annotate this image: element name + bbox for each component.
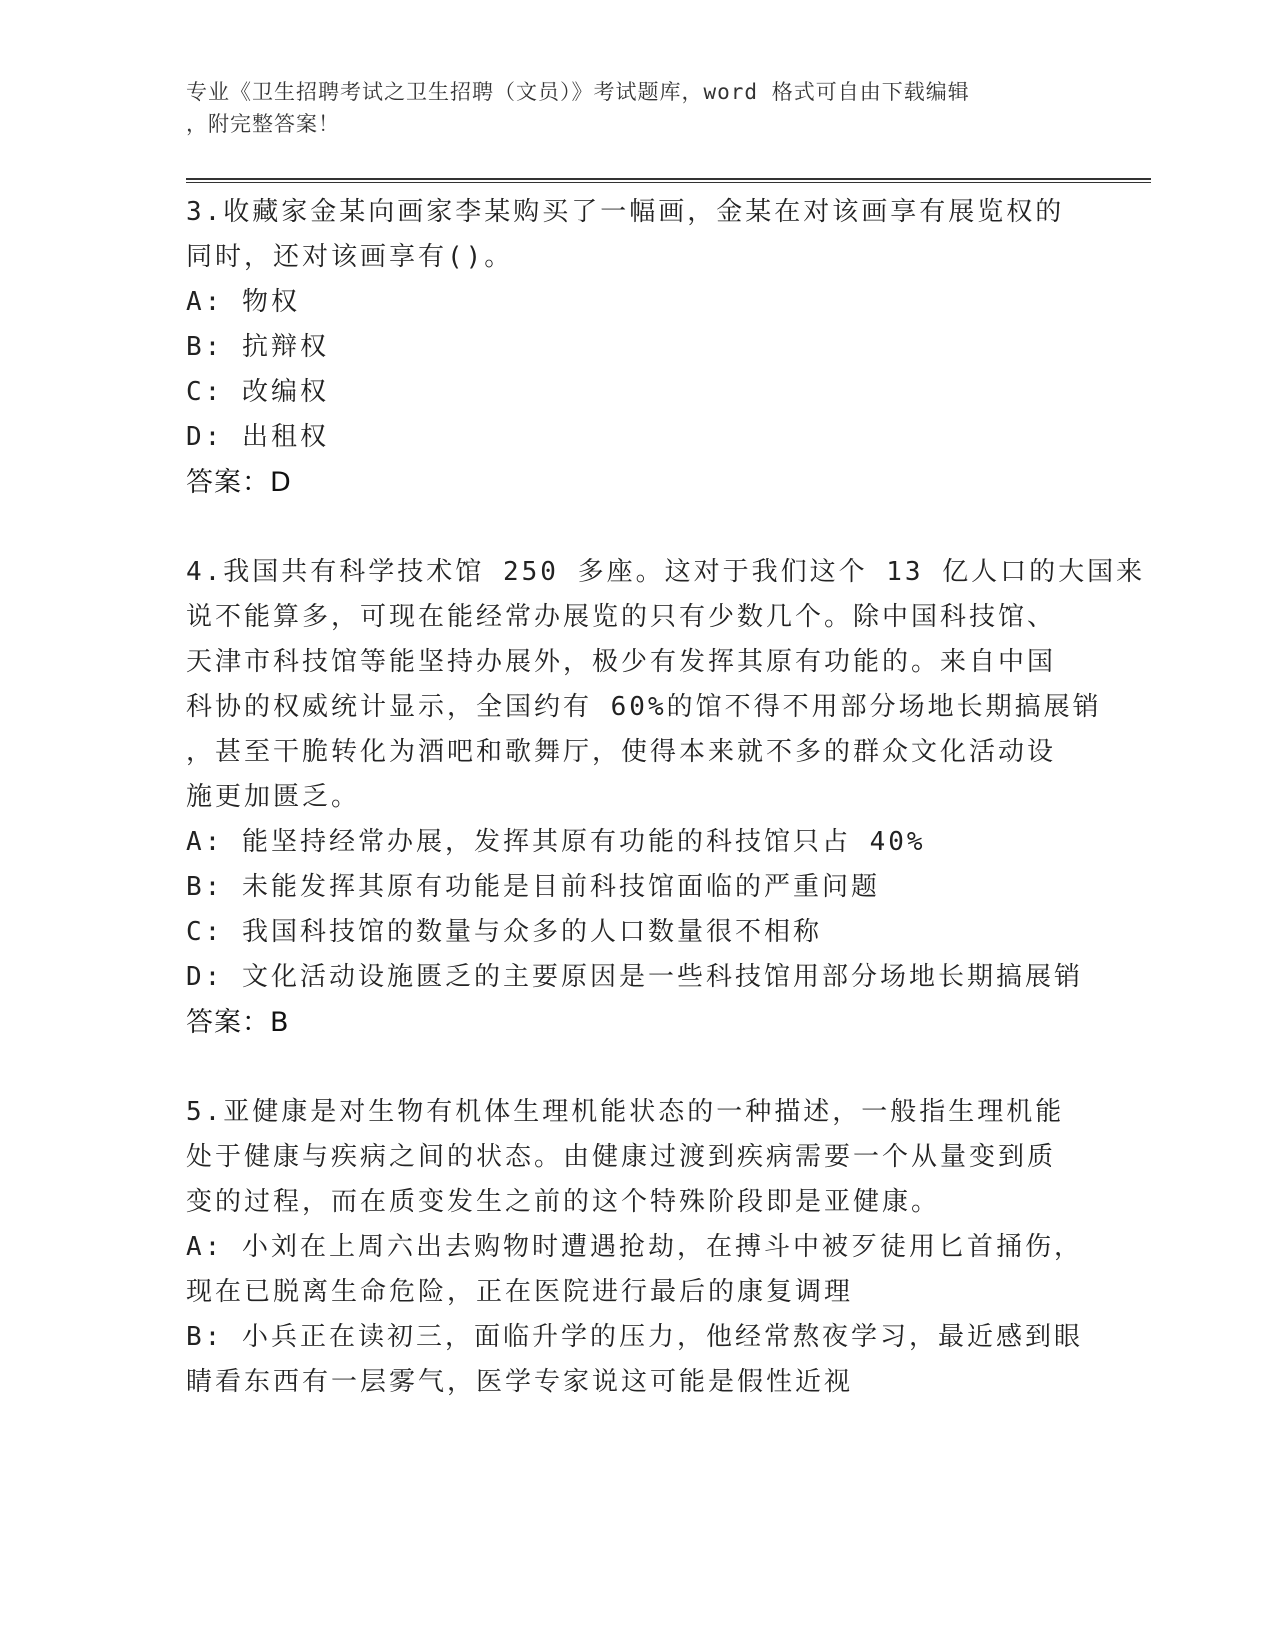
option-line: B: 未能发挥其原有功能是目前科技馆面临的严重问题 (186, 872, 880, 902)
question-stem-line: 施更加匮乏。 (186, 782, 361, 812)
option-line: B: 小兵正在读初三，面临升学的压力，他经常熬夜学习，最近感到眼 (186, 1322, 1083, 1352)
question-stem-line: ，甚至干脆转化为酒吧和歌舞厅，使得本来就不多的群众文化活动设 (186, 737, 1057, 767)
question-stem-line: 处于健康与疾病之间的状态。由健康过渡到疾病需要一个从量变到质 (186, 1142, 1057, 1172)
header-line: 专业《卫生招聘考试之卫生招聘（文员）》考试题库，word 格式可自由下载编辑 (186, 80, 970, 104)
option-line: D: 文化活动设施匮乏的主要原因是一些科技馆用部分场地长期搞展销 (186, 962, 1083, 992)
question-block (186, 190, 1086, 505)
option-line: 睛看东西有一层雾气，医学专家说这可能是假性近视 (186, 1367, 854, 1397)
header-rule-thin (186, 182, 1151, 183)
option-line: C: 改编权 (186, 377, 329, 407)
header-line: ，附完整答案！ (186, 112, 340, 136)
option-line: C: 我国科技馆的数量与众多的人口数量很不相称 (186, 917, 822, 947)
question-block (186, 1090, 1086, 1405)
question-stem-line: 5.亚健康是对生物有机体生理机能状态的一种描述，一般指生理机能 (186, 1097, 1065, 1127)
question-stem-line: 同时，还对该画享有()。 (186, 242, 514, 272)
option-line: B: 抗辩权 (186, 332, 329, 362)
question-stem-line: 变的过程，而在质变发生之前的这个特殊阶段即是亚健康。 (186, 1187, 941, 1217)
document-header (186, 76, 1066, 140)
question-stem-line: 3.收藏家金某向画家李某购买了一幅画，金某在对该画享有展览权的 (186, 197, 1065, 227)
option-line: A: 能坚持经常办展，发挥其原有功能的科技馆只占 40% (186, 827, 926, 857)
answer-text: 答案：B (186, 1007, 290, 1038)
option-line: D: 出租权 (186, 422, 329, 452)
question-stem-line: 天津市科技馆等能坚持办展外，极少有发挥其原有功能的。来自中国 (186, 647, 1057, 677)
question-stem-line: 4.我国共有科学技术馆 250 多座。这对于我们这个 13 亿人口的大国来 (186, 557, 1146, 587)
question-stem-line: 科协的权威统计显示，全国约有 60%的馆不得不用部分场地长期搞展销 (186, 692, 1102, 722)
question-list (186, 190, 1146, 1450)
option-line: 现在已脱离生命危险，正在医院进行最后的康复调理 (186, 1277, 854, 1307)
header-rule (186, 178, 1151, 180)
option-line: A: 小刘在上周六出去购物时遭遇抢劫，在搏斗中被歹徒用匕首捅伤， (186, 1232, 1083, 1262)
question-stem-line: 说不能算多，可现在能经常办展览的只有少数几个。除中国科技馆、 (186, 602, 1057, 632)
answer-text: 答案：D (186, 467, 292, 498)
question-block (186, 550, 1146, 1045)
option-line: A: 物权 (186, 287, 300, 317)
